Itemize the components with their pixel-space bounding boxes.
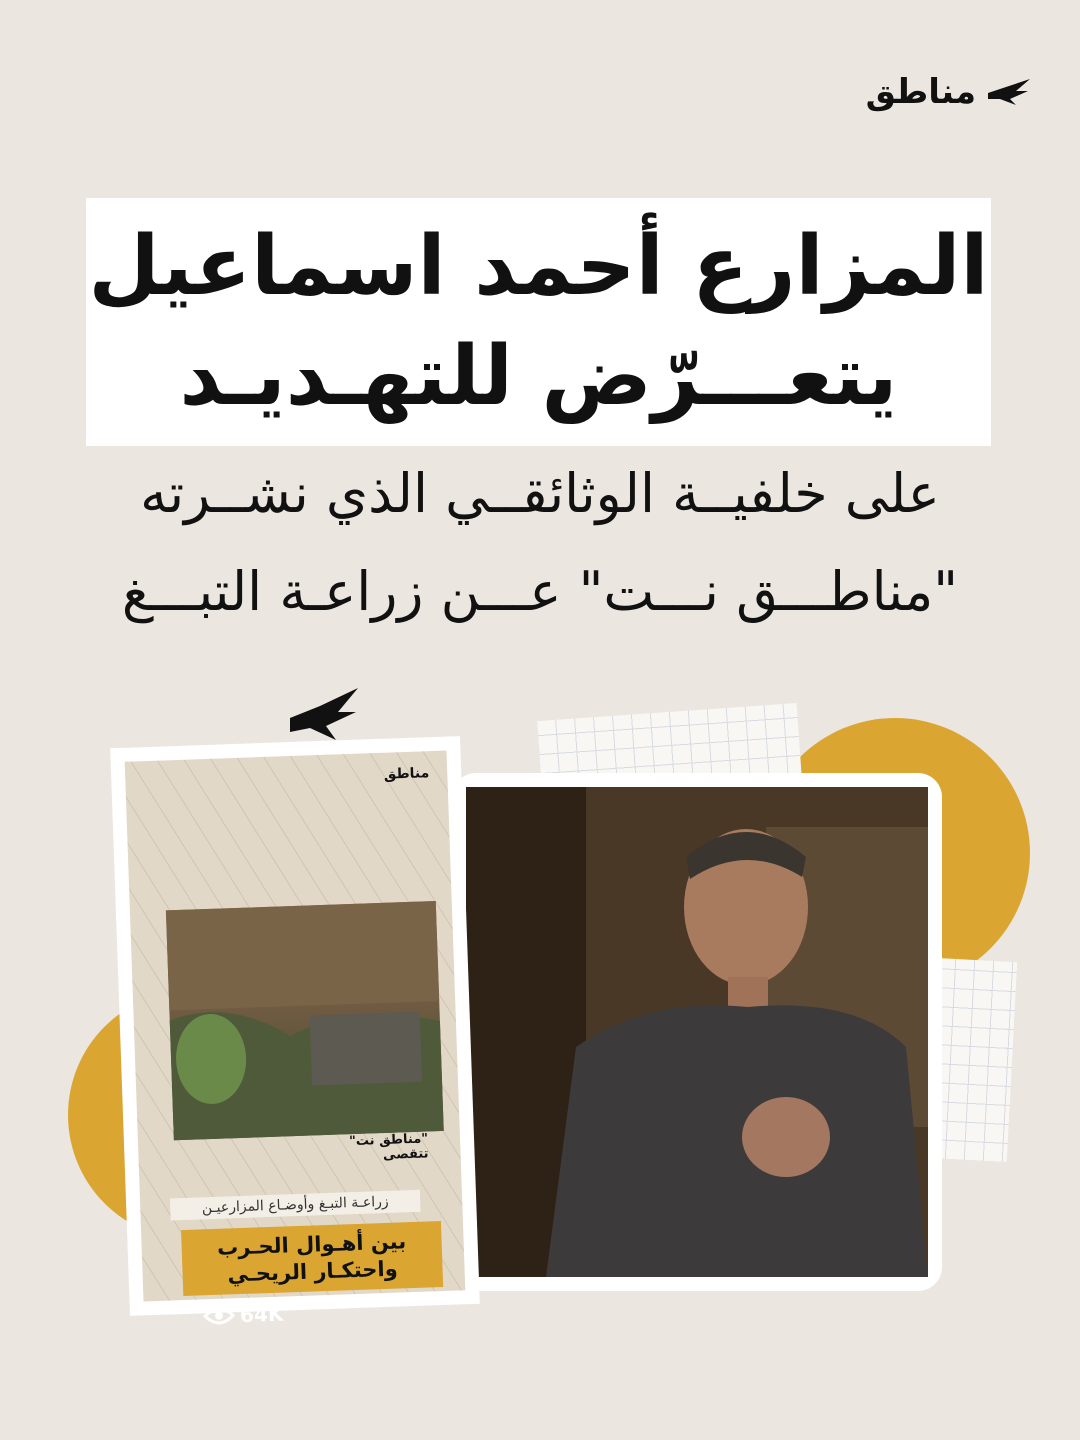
- farmer-photo: [466, 787, 928, 1277]
- poster-collage-image: [166, 901, 444, 1140]
- poster-headline-line-2: واحتكـار الريحـي: [227, 1256, 399, 1287]
- poster-tag: "مناطق نت" تتقصى: [348, 1131, 429, 1164]
- bird-logo-icon: [986, 77, 1032, 107]
- farmer-photo-frame: [452, 773, 942, 1291]
- poster-headline-box: [181, 1221, 443, 1296]
- subtitle-line-2: "مناطـــق نـــت" عـــن زراعـة التبـــغ: [121, 560, 959, 623]
- view-count: [204, 1302, 284, 1329]
- headline-line-1: المزارع أحمد اسماعيل: [88, 219, 989, 314]
- brand-logo: [866, 72, 1032, 112]
- brand-name: مناطق: [865, 72, 976, 112]
- documentary-poster-card[interactable]: [110, 736, 480, 1328]
- poster-brand: مناطق: [383, 765, 430, 783]
- poster-content: [125, 751, 466, 1328]
- poster-headline-line-1: بين أهـوال الحـرب: [216, 1229, 407, 1260]
- poster-subheading: زراعـة التبـغ وأوضـاع المزارعيـن: [170, 1190, 421, 1221]
- headline-box: [86, 198, 991, 446]
- bird-icon: [286, 686, 362, 742]
- subtitle-line-1: على خلفيــة الوثائقــي الذي نشــرته: [140, 462, 940, 525]
- headline-line-2: يتعـــرّض للتهـديـد: [179, 329, 898, 424]
- farmer-illustration: [466, 787, 928, 1277]
- view-count-value: 64K: [239, 1301, 284, 1328]
- eye-icon: [204, 1305, 235, 1326]
